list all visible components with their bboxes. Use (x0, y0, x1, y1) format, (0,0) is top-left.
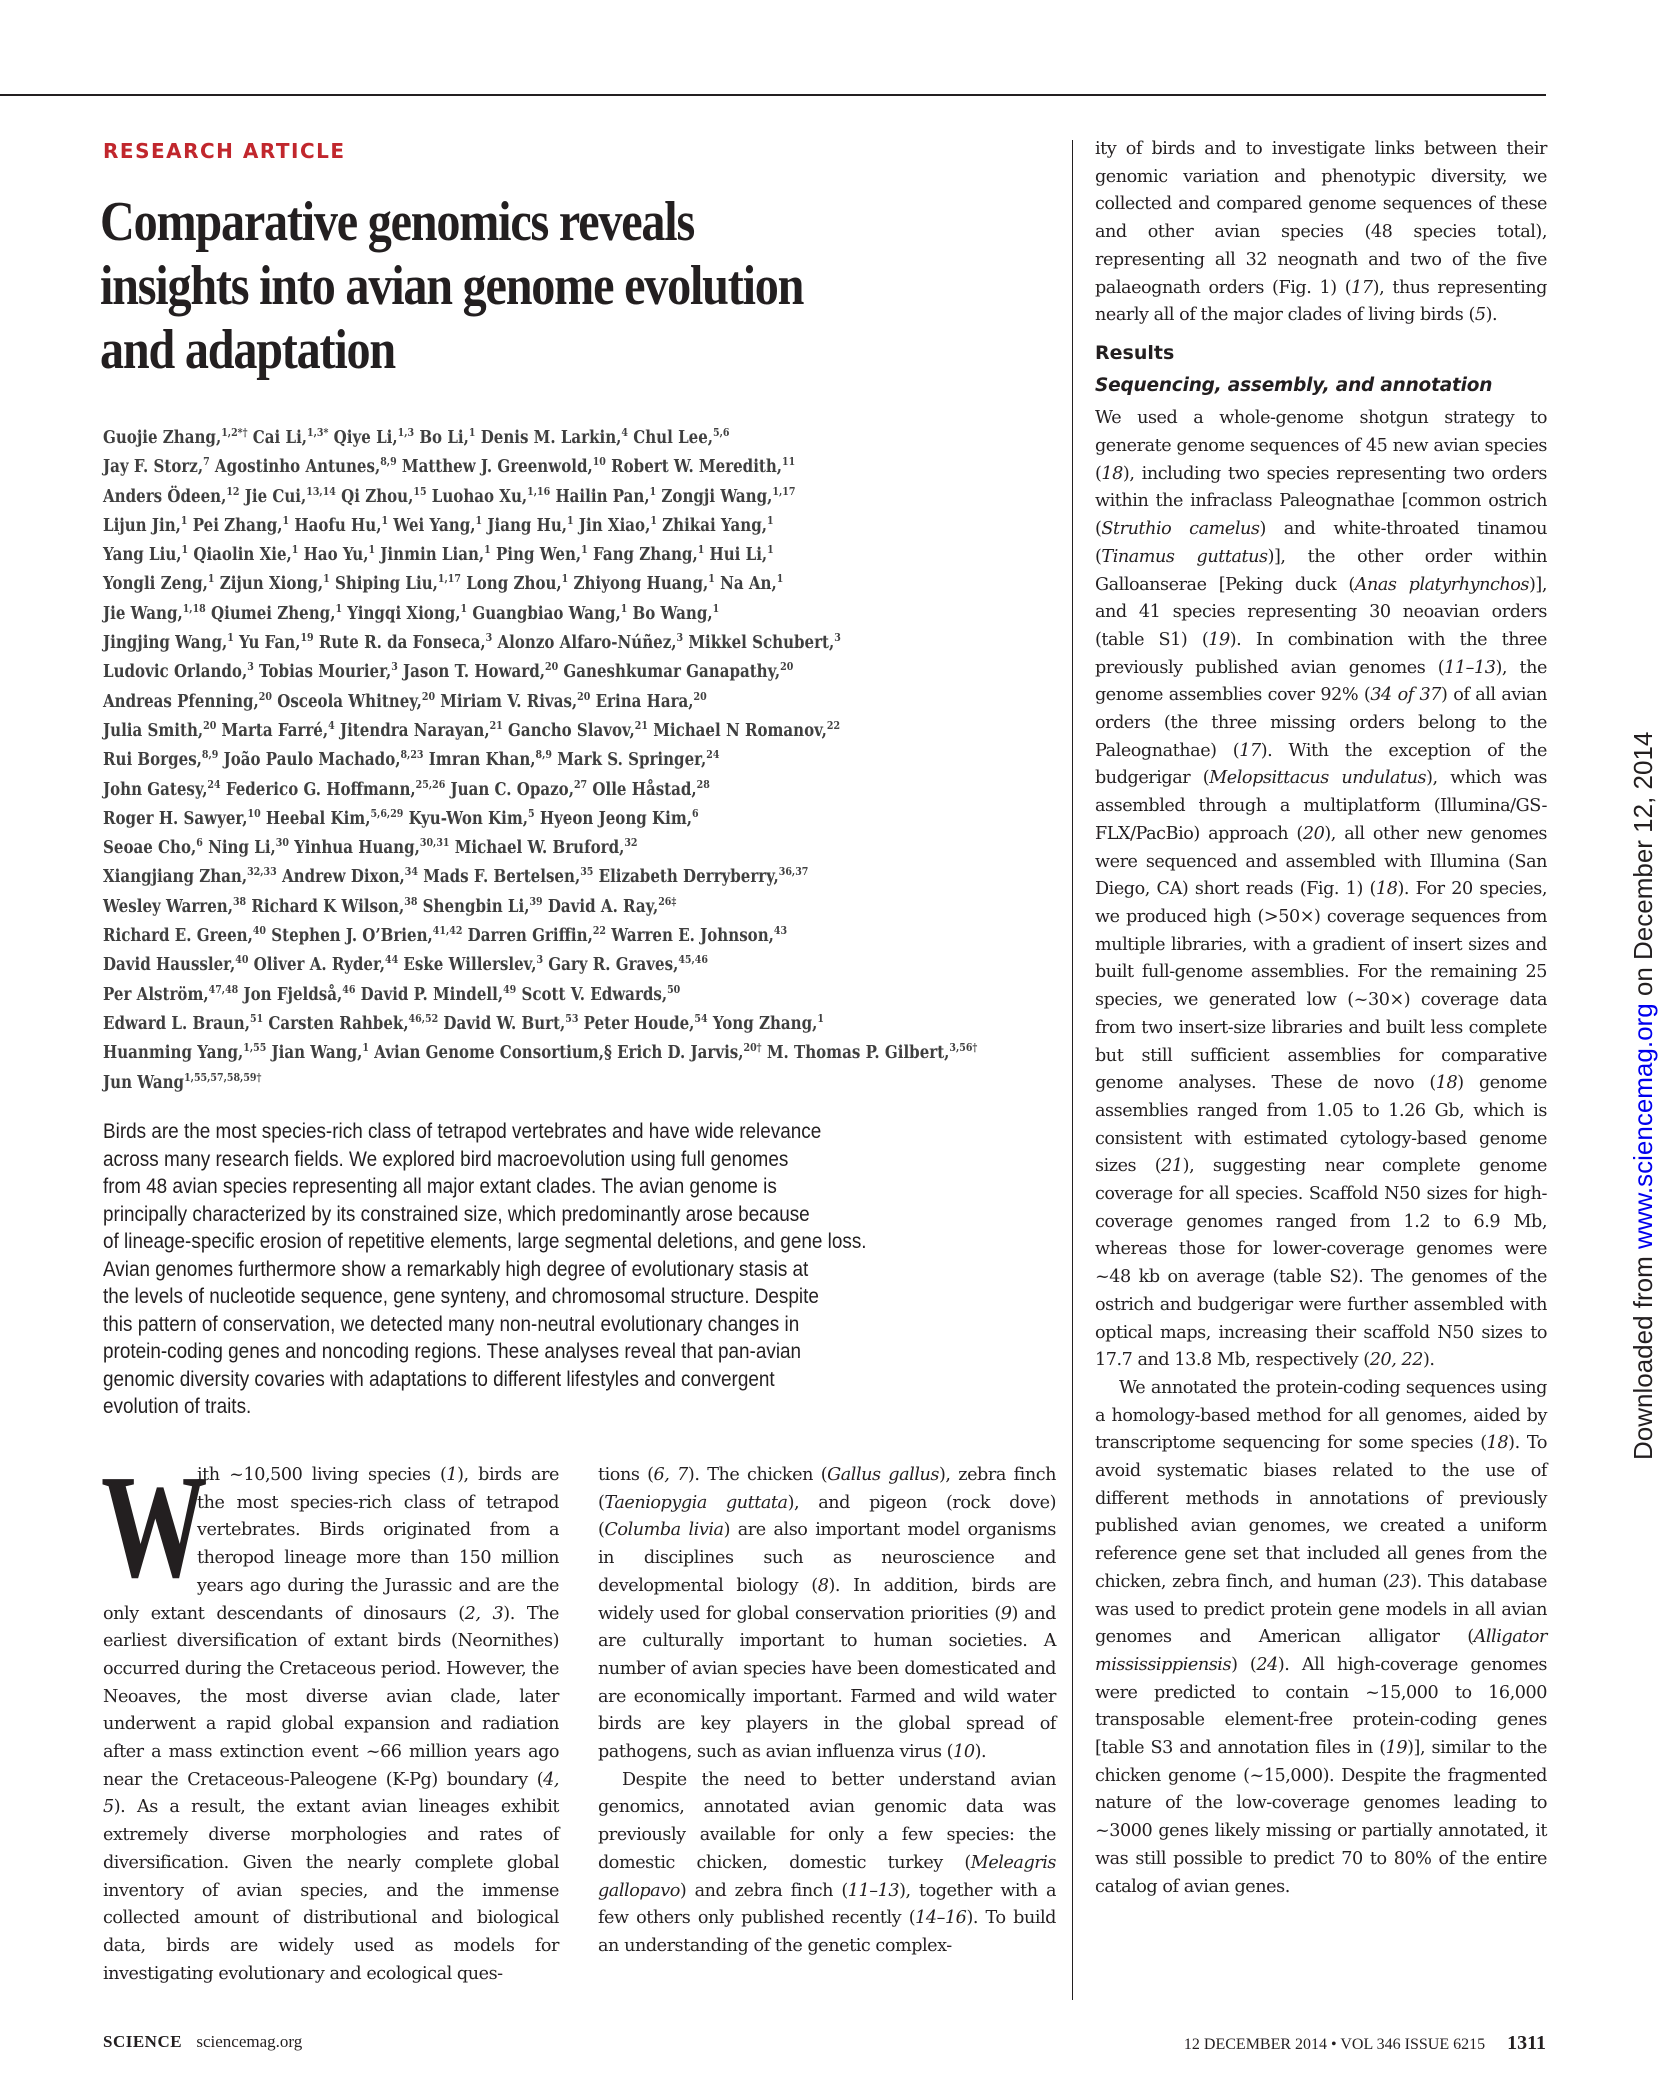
author-affiliation: 24 (706, 748, 720, 762)
author-affiliation: 5 (528, 806, 535, 820)
abstract-line: the levels of nucleotide sequence, gene synteny, and chromosomal structure. Despite (103, 1284, 819, 1308)
author-affiliation: 1 (708, 572, 715, 586)
author-name: Miriam V. Rivas,$^{20}$ (440, 689, 591, 712)
author-name: Denis M. Larkin,$^4$ (480, 426, 629, 448)
author-name: Jinmin Lian,$^1$ (380, 543, 491, 566)
author-name: David A. Ray,$^{26\ddagger}$ (547, 894, 677, 917)
author-name: Cai Li,$^{1,3*}$ (252, 426, 329, 448)
author-name: Mikkel Schubert,$^3$ (688, 631, 841, 654)
title-line: Comparative genomics reveals (100, 191, 695, 253)
author-name: Warren E. Johnson,$^{43}$ (611, 924, 788, 947)
author-name: Tobias Mourier,$^3$ (259, 660, 398, 683)
author-name: Imran Khan,$^{8,9}$ (428, 748, 553, 771)
author-affiliation: 13,14 (306, 484, 336, 498)
author-affiliation: 3,56† (949, 1041, 978, 1055)
author-name: Hailin Pan,$^1$ (555, 484, 657, 507)
author-affiliation: 1 (468, 426, 476, 439)
author-name: Na An,$^1$ (720, 572, 784, 595)
author-name: Richard E. Green,$^{40}$ (103, 924, 267, 947)
author-name: Zhikai Yang,$^1$ (662, 513, 774, 536)
author-affiliation: 1 (776, 572, 784, 586)
author-affiliation: 1 (368, 543, 376, 557)
author-affiliation: 4 (328, 718, 335, 732)
author-name: Mark S. Springer,$^{24}$ (557, 748, 720, 771)
author-name: Hyeon Jeong Kim,$^6$ (539, 806, 699, 829)
author-name: Eske Willerslev,$^3$ (403, 953, 544, 976)
author-affiliation: 24 (207, 777, 221, 791)
author-affiliation: 38 (404, 894, 418, 908)
author-affiliation: 1,16 (527, 484, 551, 498)
author-name: Wesley Warren,$^{38}$ (103, 894, 247, 917)
author-affiliation: 50 (667, 982, 681, 996)
download-prefix: Downloaded from (1628, 1249, 1658, 1460)
author-affiliation: 40 (235, 953, 249, 967)
author-affiliation: 1 (180, 513, 188, 527)
author-name: Elizabeth Derryberry,$^{36,37}$ (598, 865, 809, 888)
abstract-line: Birds are the most species-rich class of tetrapod vertebrates and have wide relevance (103, 1119, 822, 1143)
journal-site-link[interactable]: sciencemag.org (196, 2032, 303, 2051)
author-affiliation: 3 (676, 631, 684, 645)
author-affiliation: 22 (826, 718, 841, 732)
author-name: Jon Fjeldså,$^{46}$ (243, 982, 356, 1005)
author-affiliation: 1,55,57,58,59† (184, 1070, 262, 1084)
author-affiliation: 26‡ (658, 894, 677, 908)
author-name: Yongli Zeng,$^1$ (103, 572, 215, 595)
author-affiliation: 1,3 (397, 426, 415, 439)
author-affiliation: 15 (413, 484, 427, 498)
author-affiliation: 20 (577, 689, 591, 703)
download-link[interactable]: www.sciencemag.org (1628, 1003, 1658, 1249)
author-name: Jason T. Howard,$^{20}$ (403, 660, 559, 683)
author-affiliation: 49 (503, 982, 517, 996)
author-affiliation: 1,17 (437, 572, 461, 586)
author-name: Long Zhou,$^1$ (466, 572, 569, 595)
author-affiliation: 36,37 (778, 865, 809, 879)
author-name: Yu Fan,$^{19}$ (239, 631, 314, 654)
download-suffix: on December 12, 2014 (1628, 731, 1658, 1004)
author-affiliation: 1 (767, 543, 774, 557)
author-name: Ping Wen,$^1$ (495, 543, 588, 566)
author-affiliation: 1 (282, 513, 290, 527)
author-affiliation: 20 (780, 660, 794, 674)
author-name: Bo Wang,$^1$ (632, 601, 720, 624)
author-name: Hui Li,$^1$ (709, 543, 774, 566)
author-name: Roger H. Sawyer,$^{10}$ (103, 806, 261, 829)
author-name: Oliver A. Ryder,$^{44}$ (253, 953, 399, 976)
author-affiliation: 1 (649, 484, 657, 498)
author-affiliation: 19 (300, 631, 314, 645)
author-name: Lijun Jin,$^1$ (103, 513, 188, 536)
author-affiliation: 1 (766, 513, 774, 527)
author-affiliation: 11 (782, 455, 796, 469)
author-name: Gancho Slavov,$^{21}$ (507, 718, 648, 741)
author-affiliation: 43 (773, 924, 788, 938)
author-affiliation: 27 (573, 777, 588, 791)
author-name: Jie Cui,$^{13,14}$ (244, 484, 336, 507)
title-line: insights into avian genome evolution (100, 255, 804, 317)
author-name: Bo Li,$^1$ (419, 426, 476, 448)
author-affiliation: 1 (817, 1011, 824, 1025)
author-affiliation: 32 (624, 836, 638, 850)
author-affiliation: 1 (181, 543, 189, 557)
author-affiliation: 25,26 (415, 777, 446, 791)
author-name: Jay F. Storz,$^7$ (103, 455, 210, 478)
author-affiliation: 8,9 (201, 748, 219, 762)
author-affiliation: 1,17 (772, 484, 796, 498)
author-name: Jiang Hu,$^1$ (487, 513, 574, 536)
author-affiliation: 1 (227, 631, 234, 645)
author-name: Yingqi Xiong,$^1$ (347, 601, 468, 624)
author-name: David Haussler,$^{40}$ (103, 953, 249, 976)
page-number: 1311 (1507, 2032, 1546, 2054)
author-affiliation: 3 (391, 660, 398, 674)
intro-paragraph-1-cont: tions (6, 7). The chicken (Gallus gallus), zebra finch (Taeniopygia guttata), and pigeon (rock dove) (Columba livia) are also important model organisms in disciplines such as neuroscience and developmental biology (8). In addition, birds are widely used for global conservation priorities (9) and are culturally important to human societies. A number of avian species have been domesticated and are economically important. Farmed and wild water birds are key players in the global spread of pathogens, such as avian influenza virus (10). (598, 1465, 1056, 1763)
author-affiliation: 21 (634, 718, 648, 732)
author-name: Jie Wang,$^{1,18}$ (103, 601, 206, 624)
results-paragraph-1: We used a whole-genome shotgun strategy to generate genome sequences of 45 new avian species (18), including two species representing two orders within the infraclass Paleognathae [common ostrich (Struthio camelus) and white-throated tinamou (Tinamus guttatus)], the other order within Galloanserae [Peking duck (Anas platyrhynchos)], and 41 species representing 30 neoavian orders (table S1) (19). In combination with the three previously published avian genomes (11–13), the genome assemblies cover 92% (34 of 37) of all avian orders (the three missing orders belong to the Paleognathae) (17). With the exception of the budgerigar (Melopsittacus undulatus), which was assembled through a multiplatform (Illumina/GS-FLX/PacBio) approach (20), all other new genomes were sequenced and assembled with Illumina (San Diego, CA) short reads (Fig. 1) (18). For 20 species, we produced high (>50×) coverage sequences from multiple libraries, with a gradient of insert sizes and built full-genome assemblies. For the remaining 25 species, we generated low (~30×) coverage data from two insert-size libraries and built less complete but still sufficient assemblies for comparative genome analyses. These de novo (18) genome assemblies ranged from 1.05 to 1.26 Gb, which is consistent with estimated cytology-based genome sizes (21), suggesting near complete genome coverage for all species. Scaffold N50 sizes for high-coverage genomes ranged from 1.2 to 6.9 Mb, whereas those for lower-coverage genomes were ~48 kb on average (table S2). The genomes of the ostrich and budgerigar were further assembled with optical maps, increasing their scaffold N50 sizes to 17.7 and 13.8 Mb, respectively (20, 22). (1095, 408, 1548, 1371)
column-divider (1072, 140, 1073, 2000)
author-affiliation: 47,48 (208, 982, 239, 996)
author-affiliation: 1 (697, 543, 705, 557)
author-affiliation: 32,33 (247, 865, 277, 879)
author-name: Andrew Dixon,$^{34}$ (281, 865, 418, 888)
author-affiliation: 5,6 (713, 426, 730, 439)
body-column-1 (101, 1445, 560, 1988)
author-affiliation: 8,9 (380, 455, 397, 469)
abstract-line: from 48 avian species representing all major extant clades. The avian genome is (103, 1174, 777, 1198)
author-affiliation: 1 (460, 601, 468, 615)
author-affiliation: 20 (693, 689, 707, 703)
author-name: M. Thomas P. Gilbert,$^{3,56\dagger}$ (766, 1041, 978, 1064)
author-affiliation: 40 (252, 924, 267, 938)
drop-cap: W (101, 1445, 208, 1609)
author-affiliation: 20 (421, 689, 436, 703)
author-affiliation: 22 (592, 924, 606, 938)
author-name: Shiping Liu,$^{1,17}$ (334, 572, 461, 595)
author-affiliation: 8,9 (535, 748, 553, 762)
abstract-line: Avian genomes furthermore show a remarkably high degree of evolutionary stasis at (103, 1256, 809, 1281)
author-name: Jingjing Wang,$^1$ (103, 631, 234, 654)
author-affiliation: 1 (323, 572, 330, 586)
abstract-line: genomic diversity covaries with adaptations to different lifestyles and convergent (103, 1366, 775, 1391)
author-affiliation: 20 (258, 689, 272, 703)
author-affiliation: 30 (275, 836, 289, 850)
journal-name: SCIENCE (103, 2032, 183, 2051)
author-affiliation: 12 (226, 484, 240, 498)
author-name: Darren Griffin,$^{22}$ (467, 924, 606, 947)
author-affiliation: 1 (335, 601, 343, 615)
author-name: Zhiyong Huang,$^1$ (573, 572, 715, 595)
author-name: Andreas Pfenning,$^{20}$ (103, 689, 272, 712)
author-affiliation: 3 (485, 631, 493, 645)
author-affiliation: 20† (743, 1041, 762, 1055)
author-name: Kyu-Won Kim,$^5$ (408, 806, 535, 829)
author-name: Yang Liu,$^1$ (103, 543, 189, 566)
author-affiliation: 1,18 (182, 601, 206, 615)
author-name: Chul Lee,$^{5,6}$ (633, 426, 730, 448)
author-affiliation: 44 (385, 953, 399, 967)
author-name: Haofu Hu,$^1$ (294, 513, 389, 536)
author-name: Stephen J. O’Brien,$^{41,42}$ (271, 924, 463, 947)
author-name: Jitendra Narayan,$^{21}$ (339, 718, 503, 741)
author-affiliation: 1 (567, 513, 574, 527)
title-line: and adaptation (100, 319, 395, 381)
author-affiliation: 6 (196, 836, 203, 850)
subsection-heading: Sequencing, assembly, and annotation (1095, 374, 1493, 396)
author-affiliation: 10 (247, 806, 261, 820)
author-affiliation: 20 (544, 660, 559, 674)
section-heading-results: Results (1095, 341, 1175, 364)
author-affiliation: 10 (592, 455, 606, 469)
author-name: Juan C. Opazo,$^{27}$ (450, 777, 588, 800)
author-name: Erina Hara,$^{20}$ (595, 689, 707, 712)
author-affiliation: 1 (650, 513, 657, 527)
author-affiliation: 1,3* (307, 426, 329, 439)
author-name: Scott V. Edwards,$^{50}$ (521, 982, 681, 1005)
author-affiliation: 1 (362, 1041, 369, 1055)
abstract-line: protein-coding genes and noncoding regions. These analyses reveal that pan-avian (103, 1339, 802, 1363)
author-name: Qiye Li,$^{1,3}$ (333, 426, 415, 448)
author-list (103, 424, 1032, 1098)
abstract (103, 1118, 1053, 1421)
author-name: Guangbiao Wang,$^1$ (472, 601, 628, 624)
author-name: Erich D. Jarvis,$^{20\dagger}$ (617, 1041, 762, 1064)
author-name: Michael N Romanov,$^{22}$ (653, 718, 841, 741)
footer-left (103, 2032, 302, 2052)
author-affiliation: 34 (404, 865, 418, 879)
author-affiliation: 1 (381, 513, 389, 527)
author-name: Zijun Xiong,$^1$ (219, 572, 330, 595)
author-name: Yong Zhang,$^1$ (712, 1011, 824, 1034)
author-name: David P. Mindell,$^{49}$ (360, 982, 517, 1005)
author-affiliation: 39 (529, 894, 543, 908)
author-affiliation: 8,23 (400, 748, 424, 762)
author-name: Marta Farré,$^4$ (221, 718, 335, 741)
author-name: Rute R. da Fonseca,$^3$ (318, 631, 493, 654)
intro-paragraph-1: ith ~10,500 living species (1), birds are the most species-rich class of tetrapod vertebrates. Birds originated from a theropod lineage more than 150 million years ago during the Jurassic and are the only extant descendants of dinosaurs (2, 3). The earliest diversification of extant birds (Neornithes) occurred during the Cretaceous period. However, the Neoaves, the most diverse avian clade, later underwent a rapid global expansion and radiation after a mass extinction event ~66 million years ago near the Cretaceous-Paleogene (K-Pg) boundary (4, 5). As a result, the extant avian lineages exhibit extremely diverse morphologies and rates of diversification. Given the nearly complete global inventory of avian species, and the immense collected amount of distributional and biological data, birds are widely used as models for investigating evolutionary and ecological ques- (103, 1465, 560, 1984)
article-kicker: RESEARCH ARTICLE (103, 139, 346, 163)
author-name: Michael W. Bruford,$^{32}$ (454, 836, 638, 859)
author-affiliation: 46,52 (408, 1011, 439, 1025)
author-affiliation: 5,6,29 (370, 806, 404, 820)
author-affiliation: 38 (232, 894, 247, 908)
author-affiliation: 4 (621, 426, 629, 439)
author-name: Mads F. Bertelsen,$^{35}$ (423, 865, 594, 888)
author-name: Seoae Cho,$^6$ (103, 836, 203, 859)
author-name: Gary R. Graves,$^{45,46}$ (548, 953, 708, 976)
author-name: Anders Ödeen,$^{12}$ (103, 484, 240, 507)
author-name: Heebal Kim,$^{5,6,29}$ (265, 806, 404, 829)
author-affiliation: 45,46 (678, 953, 708, 967)
author-name: Jun Wang$^{1,55,57,58,59\dagger}$ (103, 1070, 262, 1093)
author-name: Ning Li,$^{30}$ (208, 836, 289, 859)
results-paragraph-2: We annotated the protein-coding sequences using a homology-based method for all genomes, aided by transcriptome sequencing for some species (18). To avoid systematic biases related to the use of different methods in annotations of previously published avian genomes, we created a uniform reference gene set that included all genes from the chicken, zebra finch, and human (23). This database was used to predict protein gene models in all avian genomes and American alligator (Alligator mississippiensis) (24). All high-coverage genomes were predicted to contain ~15,000 to 16,000 transposable element-free protein-coding genes [table S3 and annotation files in (19)], similar to the chicken genome (~15,000). Despite the fragmented nature of the low-coverage genomes leading to ~3000 genes likely missing or partially annotated, it was still possible to predict 70 to 80% of the entire catalog of avian genes. (1095, 1377, 1547, 1897)
author-affiliation: 20 (203, 718, 217, 732)
author-name: Qiumei Zheng,$^1$ (210, 601, 343, 624)
abstract-line: principally characterized by its constrained size, which predominantly arose because (103, 1201, 810, 1226)
body-column-3 (1095, 136, 1547, 1901)
author-name: John Gatesy,$^{24}$ (103, 777, 221, 800)
author-affiliation: 3 (834, 631, 841, 645)
author-name: Olle Håstad,$^{28}$ (592, 777, 710, 800)
author-affiliation: 3 (536, 953, 544, 967)
issue-info: 12 DECEMBER 2014 • VOL 346 ISSUE 6215 (1183, 2036, 1486, 2053)
author-affiliation: 6 (692, 806, 699, 820)
author-name: Pei Zhang,$^1$ (192, 513, 290, 536)
author-name: Osceola Whitney,$^{20}$ (277, 689, 436, 712)
author-name: Avian Genome Consortium,§ (374, 1043, 612, 1064)
author-name: David W. Burt,$^{53}$ (443, 1011, 579, 1034)
abstract-line: across many research fields. We explored bird macroevolution using full genomes (103, 1146, 789, 1171)
author-name: Agostinho Antunes,$^{8,9}$ (214, 455, 397, 478)
abstract-line: evolution of traits. (103, 1394, 252, 1418)
author-affiliation: 1,55 (243, 1041, 267, 1055)
author-name: Matthew J. Greenwold,$^{10}$ (401, 455, 606, 478)
author-affiliation: 54 (694, 1011, 708, 1025)
author-name: Jian Wang,$^1$ (271, 1041, 369, 1064)
author-affiliation: 51 (249, 1011, 264, 1025)
author-name: Luohao Xu,$^{1,16}$ (431, 484, 551, 507)
author-name: Yinhua Huang,$^{30,31}$ (294, 836, 450, 859)
author-affiliation: 21 (489, 718, 503, 732)
author-name: Per Alström,$^{47,48}$ (103, 982, 239, 1005)
author-name: Richard K Wilson,$^{38}$ (251, 894, 418, 917)
author-affiliation: 35 (580, 865, 594, 879)
author-name: Julia Smith,$^{20}$ (103, 718, 217, 741)
author-name: Ludovic Orlando,$^3$ (103, 660, 254, 683)
intro-paragraph-2: Despite the need to better understand avian genomics, annotated avian genomic data was previously available for only a few species: the domestic chicken, domestic turkey (Meleagris gallopavo) and zebra finch (11–13), together with a few others only published recently (14–16). To build an understanding of the genetic complex- (598, 1769, 1056, 1956)
body-column-2 (598, 1462, 1056, 1961)
author-name: Zongji Wang,$^{1,17}$ (661, 484, 796, 507)
author-affiliation: 7 (203, 455, 210, 469)
intro-paragraph-2-cont: ity of birds and to investigate links between their genomic variation and phenotypic diversity, we collected and compared genome sequences of these and other avian species (48 species total), representing all 32 neognath and two of the five palaeognath orders (Fig. 1) (17), thus representing nearly all of the major clades of living birds (5). (1095, 139, 1547, 326)
author-name: Huanming Yang,$^{1,55}$ (103, 1041, 267, 1064)
author-name: Carsten Rahbek,$^{46,52}$ (268, 1011, 439, 1034)
author-name: Xiangjiang Zhan,$^{32,33}$ (103, 865, 277, 888)
author-name: Qiaolin Xie,$^1$ (193, 543, 299, 566)
footer-right (1184, 2032, 1546, 2055)
abstract-line: this pattern of conservation, we detected many non-neutral evolutionary changes in (103, 1311, 800, 1336)
author-name: Hao Yu,$^1$ (303, 543, 376, 566)
author-name: Wei Yang,$^1$ (393, 513, 483, 536)
author-affiliation: 1 (712, 601, 720, 615)
download-notice (1628, 732, 1659, 1460)
author-affiliation: 1 (484, 543, 491, 557)
author-name: Alonzo Alfaro-Núñez,$^3$ (497, 631, 684, 654)
author-name: Rui Borges,$^{8,9}$ (103, 748, 219, 771)
author-name: Robert W. Meredith,$^{11}$ (611, 455, 796, 478)
author-affiliation: 3 (247, 660, 254, 674)
author-affiliation: 46 (342, 982, 356, 996)
author-affiliation: 1 (581, 543, 588, 557)
author-affiliation: 1 (561, 572, 569, 586)
author-name: João Paulo Machado,$^{8,23}$ (223, 748, 424, 771)
author-affiliation: 1 (291, 543, 299, 557)
author-name: Federico G. Hoffmann,$^{25,26}$ (225, 777, 446, 800)
author-affiliation: 30,31 (419, 836, 450, 850)
author-affiliation: 1,2*† (221, 426, 248, 439)
author-name: Jin Xiao,$^1$ (578, 513, 657, 536)
author-name: Peter Houde,$^{54}$ (583, 1011, 708, 1034)
author-affiliation: 28 (696, 777, 710, 791)
top-rule (0, 94, 1546, 96)
author-affiliation: 53 (565, 1011, 579, 1025)
author-name: Ganeshkumar Ganapathy,$^{20}$ (563, 660, 794, 683)
abstract-line: of lineage-specific erosion of repetitive elements, large segmental deletions, and gene loss. (103, 1229, 867, 1253)
author-name: Guojie Zhang,$^{1,2*\dagger}$ (103, 426, 248, 448)
author-affiliation: 1 (207, 572, 215, 586)
author-affiliation: 41,42 (432, 924, 463, 938)
author-name: Shengbin Li,$^{39}$ (422, 894, 543, 917)
author-name: Fang Zhang,$^1$ (592, 543, 705, 566)
article-title (100, 190, 1063, 382)
author-name: Edward L. Braun,$^{51}$ (103, 1011, 264, 1034)
author-affiliation: 1 (620, 601, 628, 615)
author-name: Qi Zhou,$^{15}$ (341, 484, 427, 507)
author-affiliation: 1 (475, 513, 483, 527)
